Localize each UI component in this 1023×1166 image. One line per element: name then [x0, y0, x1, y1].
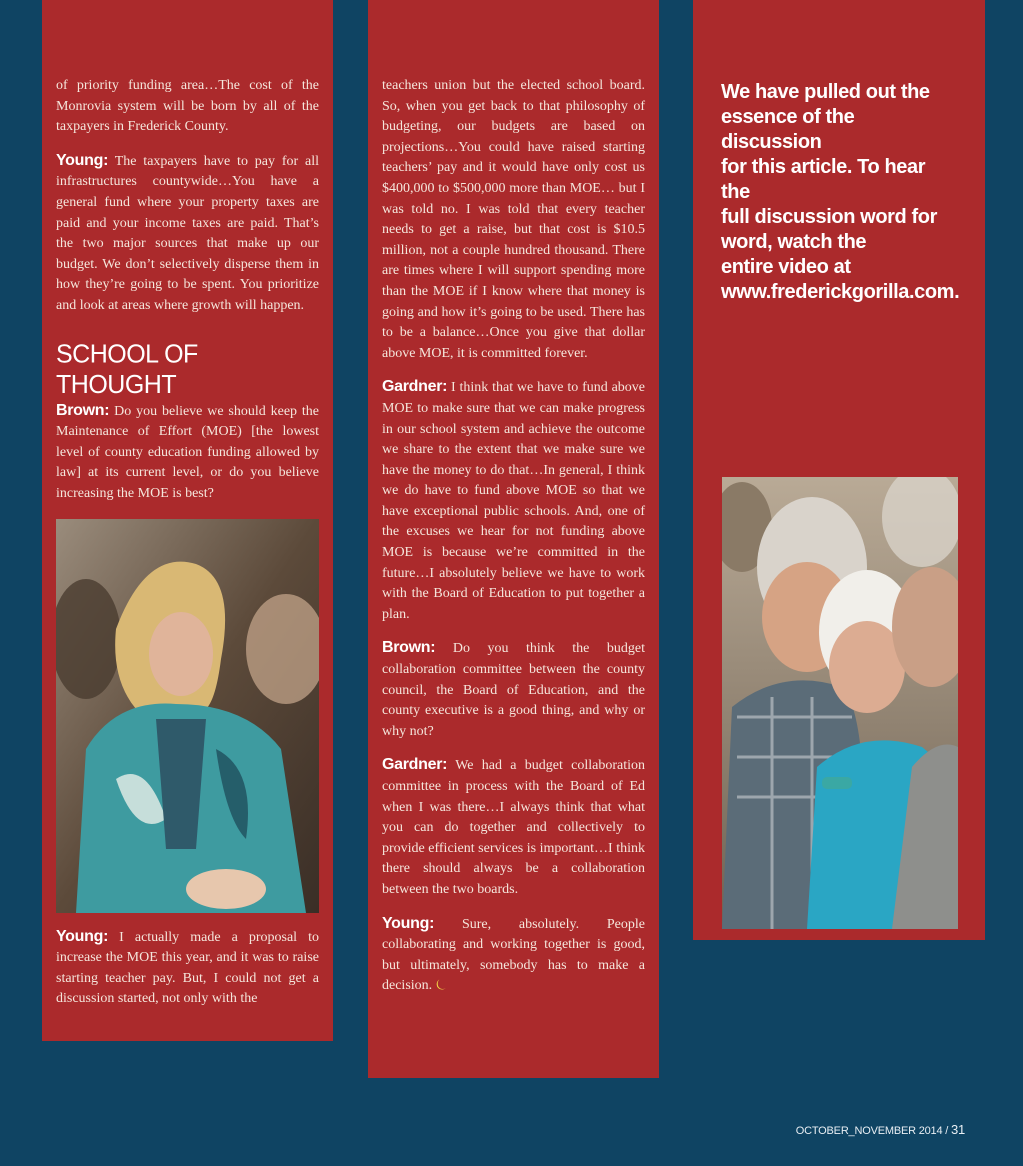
paragraph-text: The taxpayers have to pay for all infrastructures countywide…You have a general fund where your property taxes are paid and your income taxes are paid. That’s the two major sources that make up our budget. We don’t selectively disperse them in how they’re going to be spent. You prioritize and look at areas where growth will happen. [56, 153, 319, 313]
audience-photo [722, 477, 958, 929]
speaker-label: Young: [56, 927, 109, 945]
paragraph-text: Sure, absolutely. People collaborating and working together is good, but ultimately, somebody has to make a decision. [382, 916, 645, 994]
footer-separator: / [942, 1125, 951, 1137]
speaker-label: Gardner: [382, 756, 448, 774]
callout-line: essence of the discussion [721, 106, 855, 153]
paragraph [56, 927, 319, 1010]
paragraph [382, 377, 645, 625]
speaker-label: Brown: [56, 401, 110, 419]
page-footer [796, 1122, 965, 1137]
section-heading: SCHOOL OF THOUGHT [56, 339, 198, 399]
paragraph-text: Do you think the budget collaboration committee between the county council, the Board of Education, and the county executive is a good thing, and why or why not? [382, 641, 645, 739]
paragraph: teachers union but the elected school board. So, when you get back to that philosophy of budgeting, our budgets are based on projections…You could have raised starting teachers’ pay and it would have only cost us $400,000 to $500,000 more than MOE… but I was told no. I was told that every teacher needs to get a raise, but that cost is $10.5 million, not a couple hundred thousand. There are times where I will support spending more than the MOE if I know where that money is going and how it’s going to be used. There has to be a balance…Once you give that dollar above MOE, it is committed forever. [382, 78, 645, 361]
callout-line: for this article. To hear the [721, 156, 926, 203]
paragraph-text: Do you believe we should keep the Maintenance of Effort (MOE) [the lowest level of county education funding allowed by law] at its current level, or do you believe increasing the MOE is best? [56, 403, 319, 501]
callout-line: We have pulled out the [721, 81, 930, 103]
paragraph-text: I think that we have to fund above MOE to make sure that we can make progress in our school system and achieve the outcome we share to the extent that we make sure we have the money to do that…In general, I think we do have to fund above MOE so that we have exceptional public schools. And, one of the excuses we hear for not funding above MOE is because we’re committed in the future…I absolutely believe we have to work with the Board of Education to put together a plan. [382, 380, 645, 622]
paragraph: of priority funding area…The cost of the Monrovia system will be born by all of the taxpayers in Frederick County. [56, 78, 319, 135]
audience-photo-image [722, 477, 958, 929]
speaker-label: Young: [382, 914, 435, 932]
paragraph [382, 755, 645, 900]
paragraph [56, 401, 319, 505]
paragraph-text: We had a budget collaboration committee in process with the Board of Ed when I was there…I always think that what you can do together and collectively to provide efficient services is important…I think there should always be a collaboration between the two boards. [382, 758, 645, 897]
article-column-1 [42, 0, 333, 1041]
video-callout [721, 80, 960, 305]
article-column-2 [368, 0, 659, 1078]
callout-url: www.frederickgorilla.com. [721, 281, 960, 303]
speaker-label: Brown: [382, 639, 436, 657]
speaker-label: Young: [56, 151, 109, 169]
paragraph [382, 638, 645, 742]
paragraph [382, 914, 645, 997]
paragraph-text: I actually made a proposal to increase the MOE this year, and it was to raise starting teacher pay. But, I could not get a discussion started, not only with the [56, 929, 319, 1007]
issue-date: OCTOBER_NOVEMBER 2014 [795, 1125, 943, 1137]
page-number: 31 [950, 1122, 965, 1137]
callout-line: entire video at [721, 256, 851, 278]
speaker-label: Gardner: [382, 378, 448, 396]
paragraph [56, 151, 319, 317]
woman-photo [56, 519, 319, 913]
callout-line: full discussion word for [721, 206, 937, 228]
article-column-3 [693, 0, 985, 940]
callout-line: word, watch the [721, 231, 867, 253]
end-mark-icon: ⏾ [435, 978, 447, 994]
woman-photo-image [56, 519, 319, 913]
